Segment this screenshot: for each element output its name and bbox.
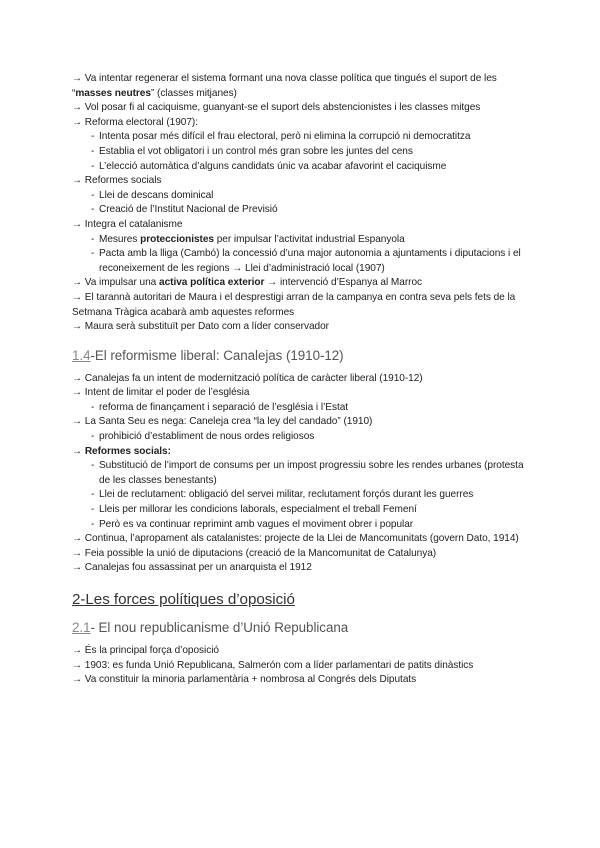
paragraph-caciquisme: → Vol posar fi al caciquisme, guanyant-se el suport dels abstencionistes i les classes mitges bbox=[72, 102, 481, 114]
list-item: - Llei de descans dominical bbox=[72, 189, 534, 204]
bold-reformes-socials: Reformes socials: bbox=[84, 445, 171, 457]
heading-unio-republicana: 2.1- El nou republicanisme d’Unió Republicana bbox=[72, 620, 349, 635]
paragraph-reformes-socials: → Reformes socials bbox=[72, 175, 162, 187]
paragraph-mancomunitats: → Continua, l’apropament als catalanistes: projecte de la Llei de Mancomunitats (govern Dato, 1914) bbox=[72, 533, 519, 545]
list-item: - reforma de finançament i separació de l’església i l’Estat bbox=[72, 401, 534, 416]
paragraph-diputacions: → Feia possible la unió de diputacions (creació de la Mancomunitat de Catalunya) bbox=[72, 547, 437, 559]
heading-number: 1.4 bbox=[72, 347, 91, 363]
paragraph-taranna: → El tarannà autoritari de Maura i el desprestigi arran de la campanya en contra seva pels fets de la Setmana Tràgica acabarà amb aquestes reformes bbox=[72, 291, 516, 318]
heading-forces-oposicio: 2-Les forces polítiques d’oposició bbox=[72, 591, 295, 608]
paragraph-dato: → Maura serà substituït per Dato com a líder conservador bbox=[72, 321, 329, 333]
list-item: - Però es va continuar reprimint amb vagues el moviment obrer i popular bbox=[72, 518, 534, 533]
bold-politica-exterior: activa política exterior bbox=[159, 277, 265, 289]
paragraph-reformes-socials: → Reformes socials: bbox=[72, 445, 171, 457]
paragraph-assassinat: → Canalejas fou assassinat per un anarquista el 1912 bbox=[72, 562, 312, 574]
list-item: - Llei de reclutament: obligació del servei militar, reclutament forçós durant les guerres bbox=[72, 488, 534, 503]
paragraph-modernitzacio: → Canalejas fa un intent de modernització política de caràcter liberal (1910-12) bbox=[72, 372, 423, 384]
paragraph-minoria: → Va constituir la minoria parlamentària + nombrosa al Congrés dels Diputats bbox=[72, 674, 417, 686]
list-item: - Lleis per millorar les condicions laborals, especialment el treball Femení bbox=[72, 503, 534, 518]
paragraph-reforma-electoral: → Reforma electoral (1907): bbox=[72, 116, 198, 128]
list-item: - Pacta amb la lliga (Cambó) la concessió d’una major autonomia a ajuntaments i diputacions i el reconeixement de les regions → Llei d’administració local (1907) bbox=[72, 247, 534, 276]
list-item: - L’elecció automàtica d’alguns candidats únic va acabar afavorint el caciquisme bbox=[72, 160, 534, 175]
list-item: - Intenta posar més difícil el frau electoral, però ni elimina la corrupció ni democratitza bbox=[72, 130, 534, 145]
list-item: - Mesures proteccionistes per impulsar l’activitat industrial Espanyola bbox=[72, 233, 534, 248]
bold-proteccionistes: proteccionistes bbox=[140, 233, 214, 245]
paragraph-esglesia: → Intent de limitar el poder de l’església bbox=[72, 387, 250, 399]
paragraph-regenerar: → Va intentar regenerar el sistema formant una nova classe política que tingués el suport de les “masses neutres” (classes mitjanes) bbox=[72, 73, 497, 99]
paragraph-principal-forca: → És la principal força d’oposició bbox=[72, 645, 219, 656]
document-body bbox=[72, 72, 534, 688]
paragraph-candado: → La Santa Seu es nega: Caneleja crea “la ley del candado” (1910) bbox=[72, 416, 373, 428]
paragraph-politica-exterior: → Va impulsar una activa política exterior → intervenció d’Espanya al Marroc bbox=[72, 277, 423, 289]
bold-masses-neutres: masses neutres bbox=[75, 87, 151, 99]
paragraph-catalanisme: → Integra el catalanisme bbox=[72, 218, 183, 230]
list-item: - Creació de l’Institut Nacional de Previsió bbox=[72, 203, 534, 218]
heading-canalejas: 1.4-El reformisme liberal: Canalejas (1910-12) bbox=[72, 347, 344, 363]
heading-number: 2.1 bbox=[72, 620, 91, 635]
list-item: - Substitució de l’import de consums per un impost progressiu sobre les rendes urbanes (protesta de les classes benestants) bbox=[72, 459, 534, 488]
paragraph-1903: → 1903: es funda Unió Republicana, Salmerón com a líder parlamentari de patits dinàstics bbox=[72, 659, 474, 671]
list-item: - Establia el vot obligatori i un control més gran sobre les juntes del cens bbox=[72, 145, 534, 160]
list-item: - prohibició d’establiment de nous ordes religiosos bbox=[72, 430, 534, 445]
